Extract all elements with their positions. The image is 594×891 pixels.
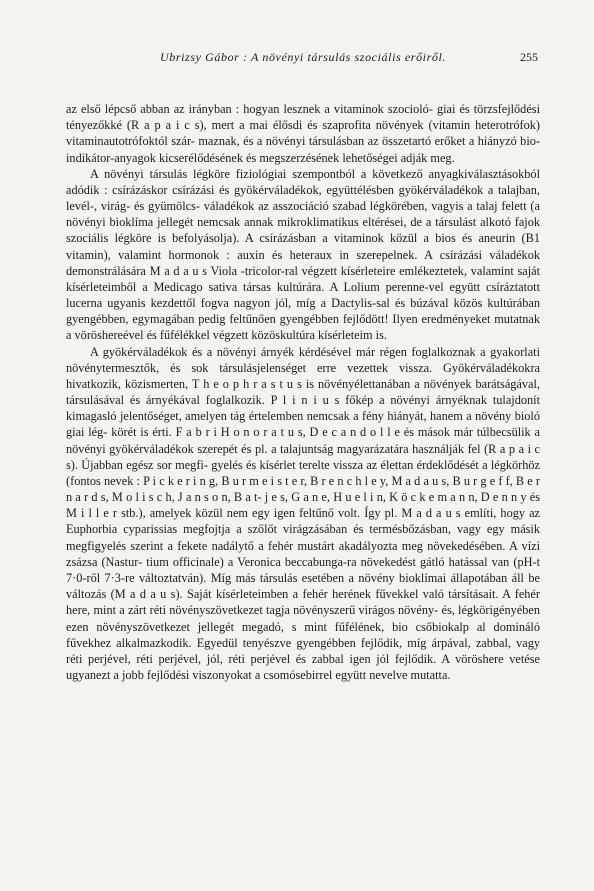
body-text: [66, 101, 540, 683]
paragraph: A növényi társulás légköre fiziológiai szempontból a következő anyagkiválasztásokból adódik : csírázáskor csírázási és gyökérváladékok, együttélésben gyökérváladékok a talajban, levél-, virág- és gyümölcs- váladékok az asszociáció szabad légkörében, vagyis a talaj felett (a növényi bioklíma jellegét nemcsak annak mikroklimatikus eltérései, de a társulást alkotó fajok szociális légköre is befolyásolja). A csírázásban a vitaminok közül a bios és aneurin (B1 vitamin), valamint hormonok : auxin és heteraux in szerepelnek. A csírázási váladékok demonstrálására M a d a u s Viola -tricolor-ral végzett kísérleteire emlékeztetek, valamint saját kísérleteimből a Medicago sativa társas kultúrára. A Lolium perenne-vel együtt csíráztatott lucerna ugyanis kezdettől fogva nagyon jól, míg a Dactylis-sal és búzával közös kultúrában gyengébben, egymagában pedig feltűnően gyengébben fejlődött! Ilyen eredményeket mutatnak a vöröshereével és fűfélékkel végzett közöskultúra kísérleteim is.: [66, 166, 540, 343]
paragraph: az első lépcső abban az irányban : hogyan lesznek a vitaminok szocioló- giai és törzsfejlődési tényezőkké (R a p a i c s), mert a mai élősdi és szaprofita növények (vitamin heterotrófok) vitaminautotrófoktól szár- maznak, és a növényi társulásban az összetartó erőket a hiányzó bio- indikátor-anyagok kicserélődésének és megszerzésének lehetőségei adják meg.: [66, 102, 540, 165]
page-header: [62, 50, 538, 68]
paragraph: A gyökérváladékok és a növényi árnyék kérdésével már régen foglalkoznak a gyakorlati növénytermesztők, és sok társulásjelenséget erre vezettek vissza. Gyökérváladékokra hivatkozik, közismerten, T h e o p h r a s t u s is növényélettanában a növények barátságával, társulásával és árnyékával foglalkozik. P l i n i u s főkép a növényi árnyéknak tulajdonít kimagasló jelentőséget, amelyen tág értelemben nemcsak a fény hiányát, hanem a növény bioló giai lég- körét is érti. F a b r i H o n o r a t u s, D e c a n d o l l e és mások már túlbecsülik a növényi gyökérváladékok szerepét és pl. a talajuntság magyarázatára használják fel (R a p a i c s). Újabban egész sor megfi- gyelés és kísérlet terelte vissza az élettan érdeklődését a légkörhöz (fontos nevek : P i c k e r i n g, B u r m e i s t e r, B r e n c h l e y, M a d a u s, B u r g e f f, B e r n a r d s, M o l i s c h, J a n s o n, B a t- j e s, G a n e, H u e l i n, K ö c k e m a n n, D e n n y és M i l l e r stb.), amelyek közül nem egy igen feltűnő volt. Így pl. M a d a u s említi, hogy az Euphorbia cyparissias megfojtja a szőlőt virágzásában és termésbőzásban, vagy egy másik megfigyelés szerint a fekete nadálytő a fehér mustárt akadályozta meg növekedésében. A vízi zsázsa (Nastur- tium officinale) a Veronica beccabunga-ra növekedést gátló hatással van (pH-t 7·0-ről 7·3-re változtatván). Míg más társulás esetében a növény bioklímai állapotában áll be változás (M a d a u s). Saját kísérleteimben a fehér herének fűvekkel való társításait. A fehér here, mint a zárt réti növényszövetkezet tagja növényszerű virágos növény- és, légkörigényében ezen növényszövetkezet jellegét megadó, s mint fűfélének, bio csőbiokalp al domináló fűvekhez alkalmazkodik. Egyedül tenyészve gyengébben fejlődik, míg árpával, zabbal, vagy réti perjével, réti perjével, jól, réti perjével és zabbal igen jól fejlődik. A vöröshere vetése ugyanezt a jobb fejlődési viszonyokat a csomósebirrel együtt nevelve mutatta.: [66, 344, 540, 683]
page-number: 255: [520, 50, 538, 64]
running-head: Ubrizsy Gábor : A növényi társulás szociális erőiről.: [159, 50, 447, 64]
